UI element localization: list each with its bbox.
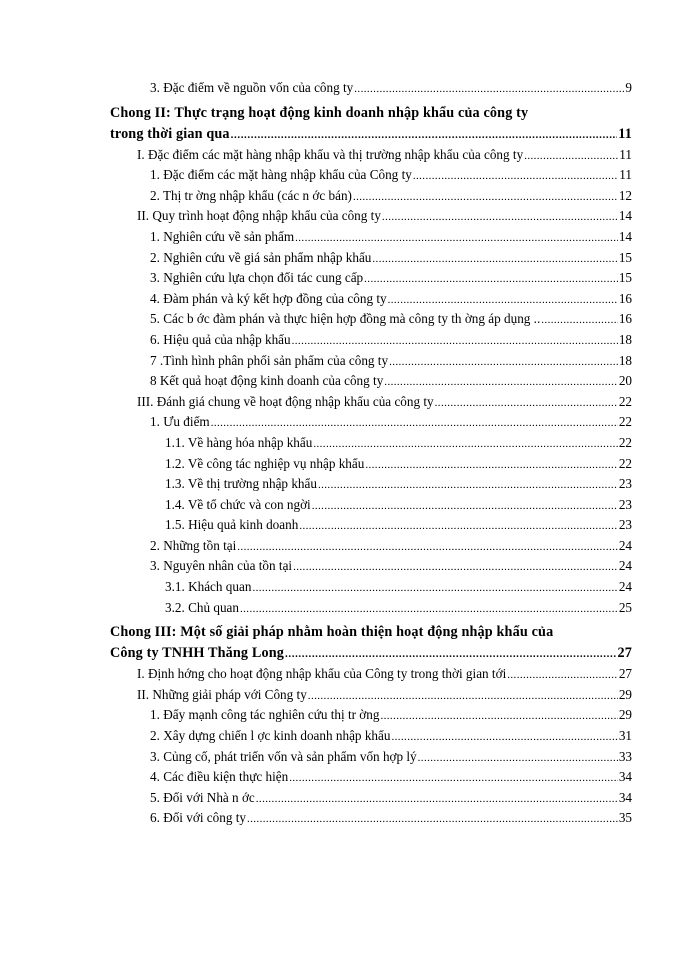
toc-entry[interactable] xyxy=(110,536,632,557)
toc-entry[interactable] xyxy=(110,433,632,454)
dot-leader xyxy=(247,809,618,830)
toc-entry[interactable] xyxy=(110,808,632,829)
toc-entry-text: trong thời gian qua xyxy=(110,125,230,142)
toc-page-number: 23 xyxy=(618,476,632,492)
dot-leader xyxy=(384,372,618,393)
toc-entry-text: 5. Đối với Nhà n ớc xyxy=(150,789,255,805)
toc-page-number: 11 xyxy=(619,146,632,162)
toc-entry[interactable] xyxy=(110,474,632,495)
toc-page-number: 31 xyxy=(618,728,632,744)
toc-entry[interactable] xyxy=(110,556,632,577)
toc-page-number: 34 xyxy=(618,769,632,785)
toc-page-number: 24 xyxy=(618,579,632,595)
toc-chapter-text: Chong II: Thực trạng hoạt động kinh doanh nhập khẩu của công ty xyxy=(110,104,529,121)
dot-leader xyxy=(413,166,618,187)
toc-page-number: 24 xyxy=(618,537,632,553)
toc-page-number: 29 xyxy=(618,707,632,723)
toc-page-number: 18 xyxy=(618,352,632,368)
dot-leader xyxy=(237,537,618,558)
dot-leader xyxy=(293,557,618,578)
toc-entry-text: 6. Đối với công ty xyxy=(150,810,246,826)
toc-entry[interactable] xyxy=(110,664,632,685)
toc-page-number: 23 xyxy=(618,517,632,533)
toc-entry[interactable] xyxy=(110,412,632,433)
toc-page-number: 14 xyxy=(618,228,632,244)
dot-leader xyxy=(418,748,618,769)
toc-entry[interactable] xyxy=(110,145,632,166)
dot-leader xyxy=(365,455,617,476)
toc-page-number: 29 xyxy=(618,686,632,702)
toc-entry-text: 3. Đặc điểm về nguồn vốn của công ty xyxy=(150,80,354,95)
toc-entry[interactable] xyxy=(110,289,632,310)
toc-entry[interactable] xyxy=(110,598,632,619)
toc-entry-text: 2. Những tồn tại xyxy=(150,537,237,553)
toc-entry[interactable] xyxy=(110,685,632,706)
toc-entry-text: I. Đặc điểm các mặt hàng nhập khẩu và thị trường nhập khẩu của công ty xyxy=(137,146,524,162)
toc-page-number: 35 xyxy=(618,810,632,826)
toc-entry-text: 1.1. Về hàng hóa nhập khẩu xyxy=(165,434,313,450)
dot-leader xyxy=(240,599,618,620)
toc-entry-text: 2. Nghiên cứu về giá sản phẩm nhập khẩu xyxy=(150,249,372,265)
toc-page-number: 11 xyxy=(618,125,632,142)
dot-leader xyxy=(388,290,618,311)
toc-chapter-line[interactable] xyxy=(110,124,632,145)
toc-entry[interactable] xyxy=(110,747,632,768)
toc-page-number: 16 xyxy=(618,311,632,327)
toc-entry-text: 2. Xây dựng chiến l ợc kinh doanh nhập khẩu xyxy=(150,728,391,744)
toc-entry[interactable] xyxy=(110,330,632,351)
dot-leader xyxy=(289,768,618,789)
toc-entry-text: 5. Các b ớc đàm phán và thực hiện hợp đồng mà công ty th ờng áp dụng .. xyxy=(150,311,541,327)
dot-leader xyxy=(524,146,618,167)
toc-entry[interactable] xyxy=(110,788,632,809)
toc-entry-text: 1.2. Về công tác nghiệp vụ nhập khẩu xyxy=(165,455,365,471)
toc-entry-text: 1. Đặc điểm các mặt hàng nhập khẩu của Công ty xyxy=(150,167,412,183)
dot-leader xyxy=(308,686,618,707)
dot-leader xyxy=(380,706,617,727)
toc-entry[interactable] xyxy=(110,577,632,598)
toc-entry-text: 4. Các điều kiện thực hiện xyxy=(150,769,289,785)
toc-entry-text: 1.3. Về thị trường nhập khẩu xyxy=(165,476,317,492)
toc-entry[interactable] xyxy=(110,726,632,747)
dot-leader xyxy=(299,516,617,537)
dot-leader xyxy=(313,434,617,455)
toc-page-number: 27 xyxy=(617,645,632,662)
dot-leader xyxy=(211,413,618,434)
toc-entry[interactable] xyxy=(110,165,632,186)
toc-page-number: 18 xyxy=(618,331,632,347)
toc-entry-text: 3. Nghiên cứu lựa chọn đối tác cung cấp xyxy=(150,270,364,286)
dot-leader xyxy=(391,727,617,748)
toc-entry[interactable] xyxy=(110,392,632,413)
dot-leader xyxy=(541,310,618,331)
toc-entry[interactable] xyxy=(110,227,632,248)
toc-entry[interactable] xyxy=(110,515,632,536)
toc-entry[interactable] xyxy=(110,371,632,392)
toc-page-number: 25 xyxy=(618,599,632,615)
toc-entry-text: 6. Hiệu quả của nhập khẩu xyxy=(150,331,291,347)
toc-page-number: 22 xyxy=(618,393,632,409)
toc-page-number: 12 xyxy=(618,187,632,203)
dot-leader xyxy=(292,331,618,352)
toc-page-number: 27 xyxy=(618,666,632,682)
toc-entry-text: 1.4. Về tổ chức và con ngời xyxy=(165,496,311,512)
toc-entry-text: 1. Nghiên cứu về sản phẩm xyxy=(150,228,295,244)
toc-entry-text: 3. Nguyên nhân của tồn tại xyxy=(150,558,293,574)
toc-page-number: 22 xyxy=(618,434,632,450)
dot-leader xyxy=(364,269,618,290)
toc-page-number: 9 xyxy=(625,80,632,95)
dot-leader xyxy=(389,352,618,373)
toc-page-number: 33 xyxy=(618,748,632,764)
toc-entry[interactable] xyxy=(110,309,632,330)
toc-page-number: 23 xyxy=(618,496,632,512)
toc-entry[interactable] xyxy=(110,206,632,227)
dot-leader xyxy=(252,578,617,599)
toc-entry[interactable] xyxy=(110,495,632,516)
toc-entry-text: III. Đánh giá chung về hoạt động nhập khẩu của công ty xyxy=(137,393,434,409)
dot-leader xyxy=(353,187,618,208)
toc-page-number: 14 xyxy=(618,208,632,224)
toc-entry[interactable] xyxy=(110,454,632,475)
toc-entry[interactable] xyxy=(110,767,632,788)
dot-leader xyxy=(372,249,617,270)
toc-page-number: 22 xyxy=(618,455,632,471)
toc-page-number: 20 xyxy=(618,373,632,389)
toc-entry-text: Công ty TNHH Thăng Long xyxy=(110,645,285,662)
toc-page-number: 15 xyxy=(618,249,632,265)
toc-entry-text: I. Định hớng cho hoạt động nhập khẩu của Công ty trong thời gian tới xyxy=(137,666,507,682)
toc-page-number: 34 xyxy=(618,789,632,805)
toc-entry[interactable] xyxy=(110,268,632,289)
toc-entry-text: 3.1. Khách quan xyxy=(165,579,252,595)
toc-chapter-title[interactable] xyxy=(110,103,632,124)
table-of-contents xyxy=(110,78,632,829)
toc-entry-text: 1. Đẩy mạnh công tác nghiên cứu thị tr ờng xyxy=(150,707,380,723)
toc-entry[interactable] xyxy=(110,78,632,99)
dot-leader xyxy=(354,79,624,100)
toc-chapter-line[interactable] xyxy=(110,643,632,664)
toc-entry-text: 1.5. Hiệu quả kinh doanh xyxy=(165,517,299,533)
dot-leader xyxy=(231,125,618,146)
dot-leader xyxy=(285,644,616,665)
dot-leader xyxy=(256,789,618,810)
toc-chapter-text: Chong III: Một số giải pháp nhằm hoàn thiện hoạt động nhập khẩu của xyxy=(110,624,554,641)
toc-page-number: 11 xyxy=(619,167,632,183)
toc-entry-text: 8 Kết quả hoạt động kinh doanh của công ty xyxy=(150,373,384,389)
dot-leader xyxy=(507,665,618,686)
toc-page-number: 24 xyxy=(618,558,632,574)
toc-entry-text: II. Quy trình hoạt động nhập khẩu của công ty xyxy=(137,208,381,224)
dot-leader xyxy=(435,393,618,414)
toc-entry[interactable] xyxy=(110,186,632,207)
toc-entry-text: 3. Củng cố, phát triển vốn và sản phẩm vốn hợp lý xyxy=(150,748,417,764)
toc-page-number: 15 xyxy=(618,270,632,286)
toc-entry[interactable] xyxy=(110,705,632,726)
dot-leader xyxy=(382,207,618,228)
toc-page-number: 22 xyxy=(618,414,632,430)
toc-page-number: 16 xyxy=(618,290,632,306)
toc-entry[interactable] xyxy=(110,248,632,269)
toc-chapter-title[interactable] xyxy=(110,622,632,643)
toc-entry-text: II. Những giải pháp với Công ty xyxy=(137,686,307,702)
toc-entry-text: 3.2. Chủ quan xyxy=(165,599,239,615)
toc-entry-text: 2. Thị tr ờng nhập khẩu (các n ớc bán) xyxy=(150,187,352,203)
dot-leader xyxy=(312,496,618,517)
dot-leader xyxy=(318,475,618,496)
dot-leader xyxy=(295,228,618,249)
toc-entry-text: 7 .Tình hình phân phối sản phẩm của công ty xyxy=(150,352,389,368)
toc-entry-text: 4. Đàm phán và ký kết hợp đồng của công ty xyxy=(150,290,387,306)
toc-entry-text: 1. Ưu điểm xyxy=(150,414,210,430)
toc-entry[interactable] xyxy=(110,351,632,372)
